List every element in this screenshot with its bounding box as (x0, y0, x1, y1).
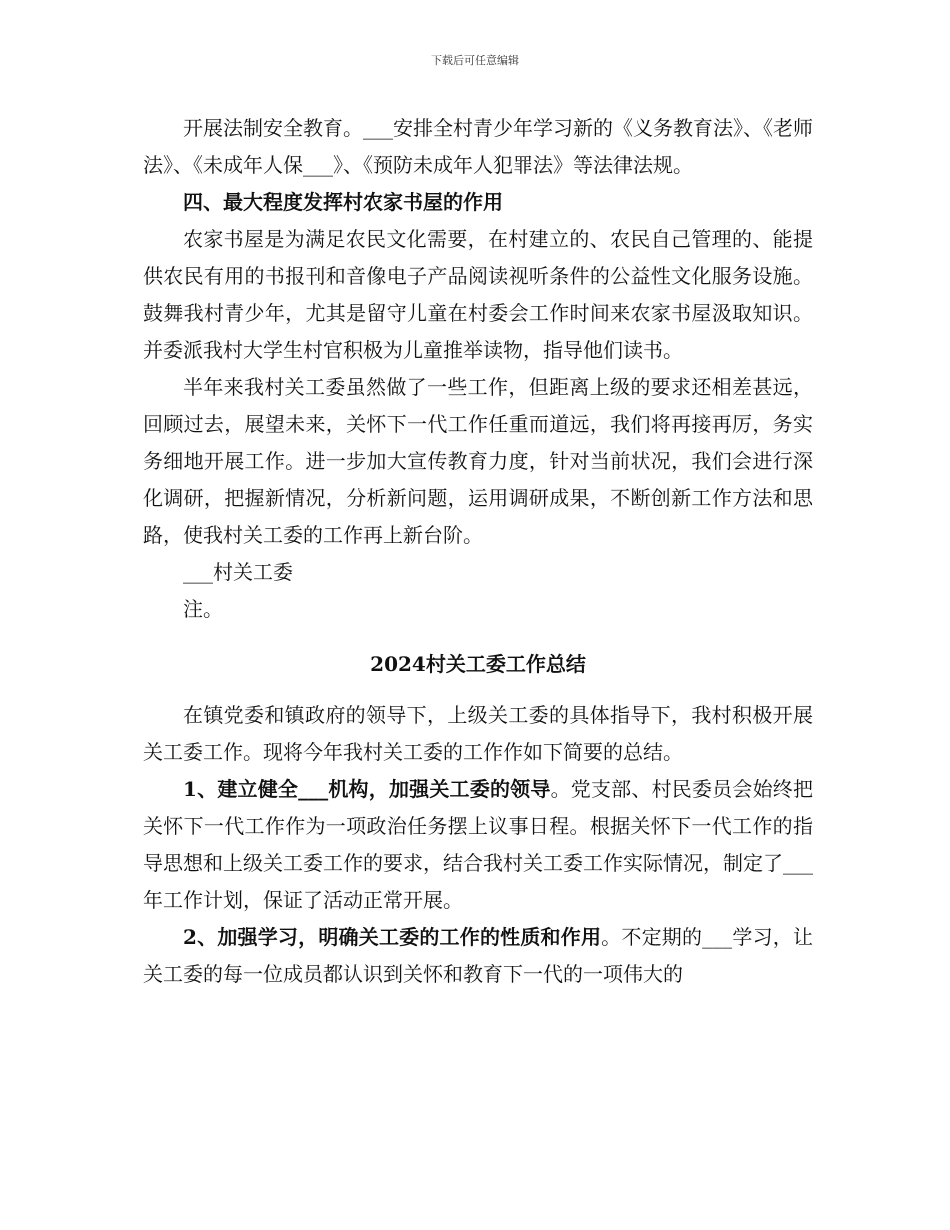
paragraph-law-education: 开展法制安全教育。___安排全村青少年学习新的《义务教育法》、《老师法》、《未成年人保___》、《预防未成年人犯罪法》等法律法规。 (143, 116, 813, 177)
section-heading-4: 四、最大程度发挥村农家书屋的作用 (183, 190, 503, 214)
paragraph-item-2 (143, 919, 813, 993)
item-1-heading: 1、建立健全___机构，加强关工委的领导 (183, 777, 551, 801)
note-line: 注。 (183, 597, 223, 621)
document-body (143, 110, 813, 993)
item-2-text: 。不定期的___学习，让关工委的每一位成员都认识到关怀和教育下一代的一项伟大的 (143, 925, 813, 986)
document-title: 2024村关工委工作总结 (370, 652, 586, 676)
paragraph-half-year-summary: 半年来我村关工委虽然做了一些工作，但距离上级的要求还相差甚远，回顾过去，展望未来，关怀下一代工作任重而道远，我们将再接再厉，务实务细地开展工作。进一步加大宣传教育力度，针对当前状况，我们会进行深化调研，把握新情况，分析新问题，运用调研成果，不断创新工作方法和思路，使我村关工委的工作再上新台阶。 (143, 375, 813, 547)
signature-line: ___村关工委 (183, 560, 293, 584)
paragraph-item-1 (143, 771, 813, 919)
page-header: 下载后可任意编辑 (431, 54, 519, 67)
paragraph-intro: 在镇党委和镇政府的领导下，上级关工委的具体指导下，我村积极开展关工委工作。现将今年我村关工委的工作作如下简要的总结。 (143, 703, 813, 764)
item-1-text: 。党支部、村民委员会始终把关怀下一代工作作为一项政治任务摆上议事日程。根据关怀下一代工作的指导思想和上级关工委工作的要求，结合我村关工委工作实际情况，制定了___年工作计划，保证了活动正常开展。 (143, 777, 813, 912)
item-2-heading: 2、加强学习，明确关工委的工作的性质和作用 (183, 925, 602, 949)
paragraph-library: 农家书屋是为满足农民文化需要，在村建立的、农民自己管理的、能提供农民有用的书报刊和音像电子产品阅读视听条件的公益性文化服务设施。鼓舞我村青少年，尤其是留守儿童在村委会工作时间来农家书屋汲取知识。并委派我村大学生村官积极为儿童推举读物，指导他们读书。 (143, 227, 813, 362)
